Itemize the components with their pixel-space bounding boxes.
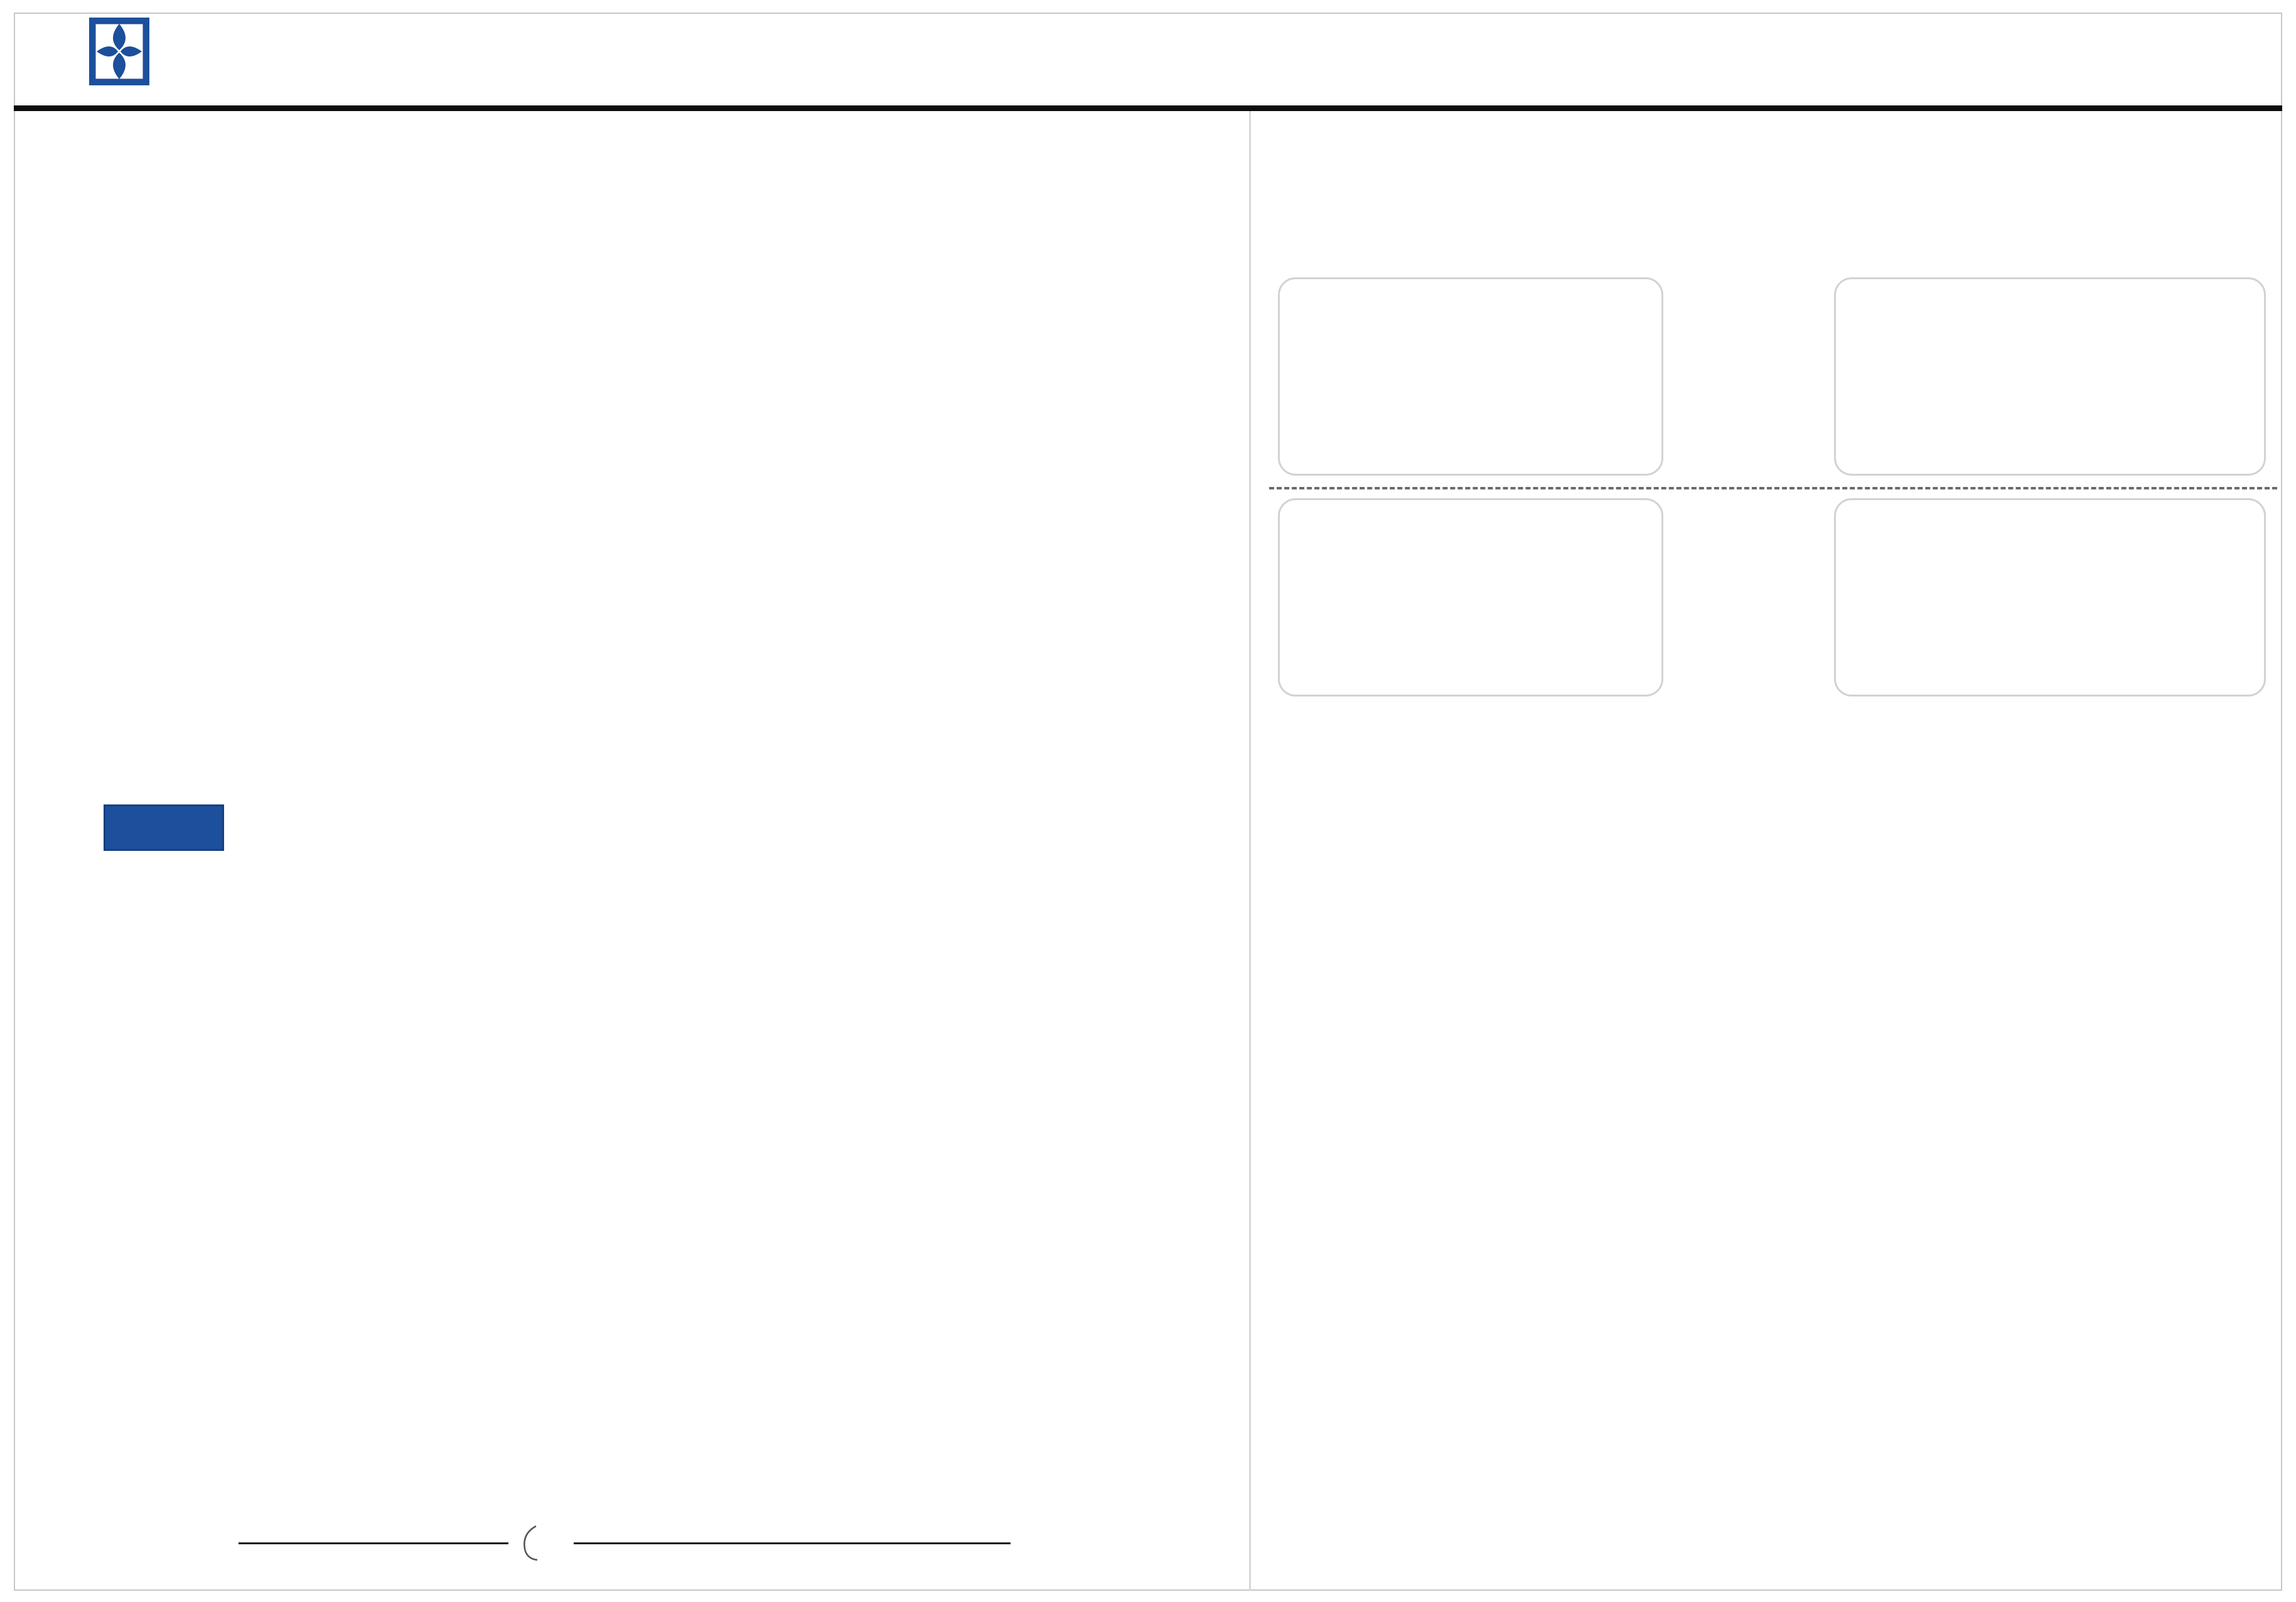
light-distribution-curve-1	[1280, 279, 1661, 474]
brand-logos	[104, 798, 224, 851]
polar-chart-box-1	[1278, 277, 1663, 476]
product-photos	[69, 213, 1174, 546]
header-rule	[14, 105, 2282, 111]
cree-logo	[104, 804, 224, 851]
logo-block	[89, 18, 161, 92]
header	[14, 13, 2282, 107]
equal-illumination-map-1	[1836, 279, 2264, 474]
company-logo-icon	[89, 18, 149, 88]
footer-rule	[574, 1542, 1011, 1544]
page-number-left	[515, 1524, 567, 1562]
right-page	[1250, 113, 2296, 1602]
page-footer-left	[239, 1524, 1011, 1562]
polar-chart-box-2	[1278, 498, 1663, 697]
illumination-map-box-2	[1834, 498, 2266, 697]
light-distribution-curve-2	[1280, 500, 1661, 695]
illumination-map-box-1	[1834, 277, 2266, 476]
drawing-600mm	[144, 552, 546, 954]
technical-drawings	[94, 552, 1161, 954]
features-section	[114, 1191, 623, 1207]
equal-illumination-map-2	[1836, 500, 2264, 695]
description-section	[667, 1187, 1125, 1204]
dashed-separator	[1269, 487, 2277, 489]
left-page	[0, 113, 1249, 1602]
drawing-800mm	[678, 552, 1117, 954]
footer-rule	[239, 1542, 508, 1544]
application-section	[751, 909, 1190, 945]
